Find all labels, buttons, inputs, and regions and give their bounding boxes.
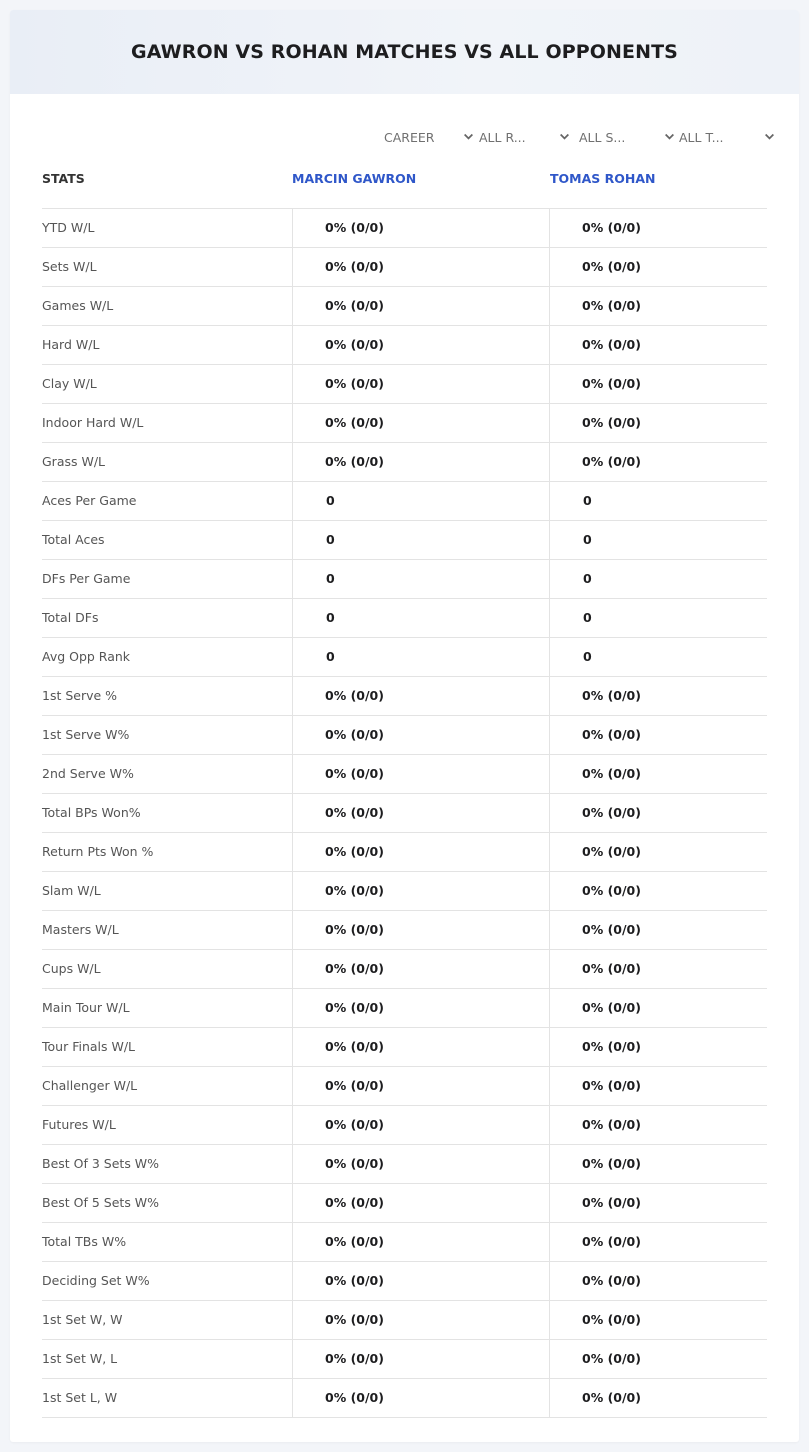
table-row (42, 1379, 767, 1418)
player1-stat-value: 0% (0/0) (292, 326, 549, 364)
stat-label: 1st Set W, L (42, 1351, 118, 1366)
player1-stat-value: 0 (292, 482, 549, 520)
player1-stat-value: 0% (0/0) (292, 1067, 549, 1105)
player2-stat-value: 0 (549, 482, 767, 520)
player2-stat-value: 0% (0/0) (549, 365, 767, 403)
player1-stat-value: 0 (292, 638, 549, 676)
table-row (42, 599, 767, 638)
card-header (10, 10, 799, 94)
table-row (42, 248, 767, 287)
player1-stat-value: 0% (0/0) (292, 1340, 549, 1378)
stat-label: Cups W/L (42, 961, 101, 976)
stat-label: Tour Finals W/L (42, 1039, 136, 1054)
table-body (42, 209, 767, 1418)
player1-stat-value: 0% (0/0) (292, 794, 549, 832)
stat-label: Avg Opp Rank (42, 649, 131, 664)
player1-stat-value: 0% (0/0) (292, 209, 549, 247)
player2-stat-value: 0% (0/0) (549, 677, 767, 715)
player1-stat-value: 0 (292, 599, 549, 637)
filter-tournament-label: ALL T... (679, 129, 724, 145)
column-header-stats: STATS (42, 171, 85, 186)
player2-stat-value: 0 (549, 560, 767, 598)
table-row (42, 1340, 767, 1379)
player2-stat-value: 0% (0/0) (549, 1262, 767, 1300)
player1-stat-value: 0% (0/0) (292, 1379, 549, 1417)
stat-label: Sets W/L (42, 259, 97, 274)
player2-stat-value: 0% (0/0) (549, 287, 767, 325)
player2-stat-value: 0 (549, 638, 767, 676)
stat-label: Clay W/L (42, 376, 97, 391)
table-row (42, 755, 767, 794)
stat-label: Futures W/L (42, 1117, 116, 1132)
player1-stat-value: 0% (0/0) (292, 833, 549, 871)
player1-stat-value: 0% (0/0) (292, 872, 549, 910)
filter-surface-select[interactable] (579, 126, 675, 148)
table-row (42, 833, 767, 872)
filter-career-select[interactable] (384, 126, 474, 148)
player2-stat-value: 0 (549, 521, 767, 559)
table-row (42, 521, 767, 560)
table-row (42, 716, 767, 755)
player1-stat-value: 0% (0/0) (292, 911, 549, 949)
player1-stat-value: 0% (0/0) (292, 1145, 549, 1183)
player2-stat-value: 0% (0/0) (549, 794, 767, 832)
player1-stat-value: 0% (0/0) (292, 755, 549, 793)
table-row (42, 1106, 767, 1145)
player1-stat-value: 0% (0/0) (292, 989, 549, 1027)
stat-label: Main Tour W/L (42, 1000, 130, 1015)
stat-label: Return Pts Won % (42, 844, 154, 859)
table-row (42, 794, 767, 833)
stat-label: Hard W/L (42, 337, 100, 352)
player2-stat-value: 0% (0/0) (549, 1028, 767, 1066)
player2-stat-value: 0% (0/0) (549, 1106, 767, 1144)
player2-stat-value: 0% (0/0) (549, 404, 767, 442)
player2-stat-value: 0% (0/0) (549, 1184, 767, 1222)
player2-stat-value: 0% (0/0) (549, 1145, 767, 1183)
player2-stat-value: 0% (0/0) (549, 755, 767, 793)
table-row (42, 1067, 767, 1106)
filter-career-label: CAREER (384, 129, 435, 145)
stat-label: Slam W/L (42, 883, 101, 898)
player1-stat-value: 0% (0/0) (292, 443, 549, 481)
stat-label: Best Of 5 Sets W% (42, 1195, 160, 1210)
player1-stat-value: 0% (0/0) (292, 248, 549, 286)
table-row (42, 404, 767, 443)
table-row (42, 1184, 767, 1223)
stat-label: Aces Per Game (42, 493, 137, 508)
player1-stat-value: 0% (0/0) (292, 365, 549, 403)
filter-bar (380, 126, 770, 148)
stat-label: Total Aces (42, 532, 105, 547)
player1-stat-value: 0% (0/0) (292, 1262, 549, 1300)
table-row (42, 1301, 767, 1340)
stat-label: Masters W/L (42, 922, 119, 937)
player1-stat-value: 0% (0/0) (292, 950, 549, 988)
stat-label: YTD W/L (42, 220, 95, 235)
player2-stat-value: 0% (0/0) (549, 1223, 767, 1261)
player2-stat-value: 0% (0/0) (549, 248, 767, 286)
stat-label: 2nd Serve W% (42, 766, 134, 781)
player1-stat-value: 0% (0/0) (292, 1028, 549, 1066)
player2-stat-value: 0% (0/0) (549, 1379, 767, 1417)
stat-label: DFs Per Game (42, 571, 131, 586)
stat-label: Games W/L (42, 298, 114, 313)
table-header (42, 160, 767, 209)
stats-table (42, 160, 767, 1418)
player2-stat-value: 0% (0/0) (549, 872, 767, 910)
table-row (42, 1028, 767, 1067)
player1-stat-value: 0% (0/0) (292, 716, 549, 754)
player2-stat-value: 0% (0/0) (549, 716, 767, 754)
table-row (42, 560, 767, 599)
player2-stat-value: 0% (0/0) (549, 1301, 767, 1339)
player2-stat-value: 0% (0/0) (549, 443, 767, 481)
table-row (42, 989, 767, 1028)
filter-surface-label: ALL S... (579, 129, 626, 145)
player2-stat-value: 0% (0/0) (549, 989, 767, 1027)
player1-stat-value: 0% (0/0) (292, 1106, 549, 1144)
table-row (42, 1262, 767, 1301)
player1-link[interactable]: MARCIN GAWRON (292, 171, 417, 186)
player2-stat-value: 0% (0/0) (549, 1340, 767, 1378)
table-row (42, 443, 767, 482)
stat-label: Total BPs Won% (42, 805, 141, 820)
player2-stat-value: 0% (0/0) (549, 1067, 767, 1105)
player1-stat-value: 0 (292, 560, 549, 598)
filter-rounds-label: ALL R... (479, 129, 526, 145)
stat-label: Indoor Hard W/L (42, 415, 144, 430)
player1-stat-value: 0% (0/0) (292, 1184, 549, 1222)
player2-stat-value: 0 (549, 599, 767, 637)
table-row (42, 872, 767, 911)
stat-label: Grass W/L (42, 454, 106, 469)
player1-stat-value: 0% (0/0) (292, 287, 549, 325)
stat-label: 1st Set W, W (42, 1312, 123, 1327)
player1-stat-value: 0% (0/0) (292, 1223, 549, 1261)
table-row (42, 1223, 767, 1262)
table-row (42, 482, 767, 521)
player2-stat-value: 0% (0/0) (549, 833, 767, 871)
chevron-down-icon (559, 131, 570, 142)
stat-label: Challenger W/L (42, 1078, 138, 1093)
player1-stat-value: 0 (292, 521, 549, 559)
player2-stat-value: 0% (0/0) (549, 209, 767, 247)
player-comparison-card (10, 10, 799, 1442)
filter-tournament-select[interactable] (679, 126, 775, 148)
chevron-down-icon (664, 131, 675, 142)
table-row (42, 1145, 767, 1184)
player2-stat-value: 0% (0/0) (549, 950, 767, 988)
stat-label: 1st Serve W% (42, 727, 130, 742)
player1-stat-value: 0% (0/0) (292, 677, 549, 715)
player1-stat-value: 0% (0/0) (292, 404, 549, 442)
table-row (42, 326, 767, 365)
stat-label: Best Of 3 Sets W% (42, 1156, 160, 1171)
chevron-down-icon (463, 131, 474, 142)
stat-label: 1st Set L, W (42, 1390, 118, 1405)
stat-label: 1st Serve % (42, 688, 118, 703)
table-row (42, 638, 767, 677)
stat-label: Deciding Set W% (42, 1273, 150, 1288)
filter-rounds-select[interactable] (479, 126, 570, 148)
table-row (42, 911, 767, 950)
table-row (42, 365, 767, 404)
table-row (42, 287, 767, 326)
page-title: GAWRON VS ROHAN MATCHES VS ALL OPPONENTS (131, 41, 678, 63)
player2-stat-value: 0% (0/0) (549, 911, 767, 949)
player1-stat-value: 0% (0/0) (292, 1301, 549, 1339)
player2-link[interactable]: TOMAS ROHAN (550, 171, 656, 186)
stat-label: Total DFs (42, 610, 99, 625)
table-row (42, 950, 767, 989)
chevron-down-icon (764, 131, 775, 142)
table-row (42, 677, 767, 716)
player2-stat-value: 0% (0/0) (549, 326, 767, 364)
table-row (42, 209, 767, 248)
stat-label: Total TBs W% (42, 1234, 127, 1249)
